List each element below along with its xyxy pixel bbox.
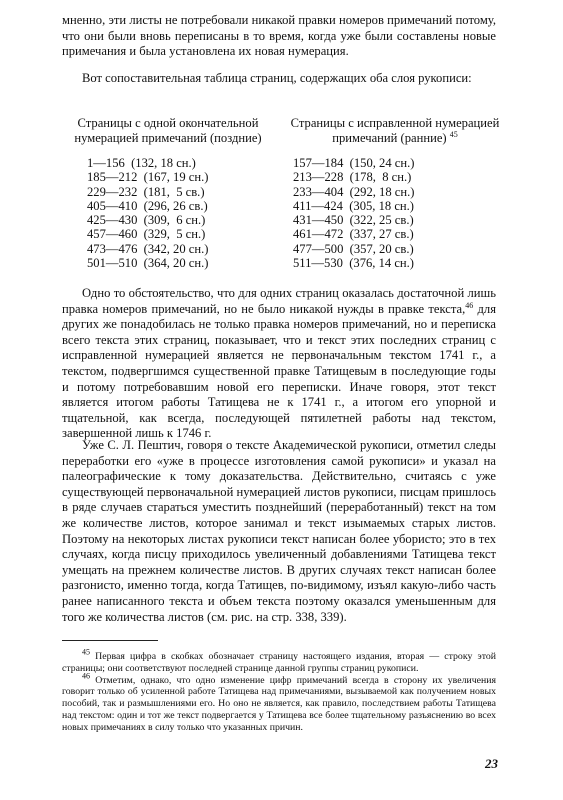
paragraph-top xyxy=(62,13,496,60)
table-row: 185—212 (167, 19 сн.) xyxy=(87,170,209,185)
right-column-header xyxy=(288,116,502,146)
footnote-number: 46 xyxy=(82,671,90,681)
footnote-ref-46: 46 xyxy=(465,300,474,310)
left-column-header xyxy=(62,116,274,146)
footnotes xyxy=(62,647,496,734)
paragraph-main-text xyxy=(62,286,496,442)
paragraph-main-part2: для других же понадобилась не только правка номеров примечаний, но и переписка всего текста этих страниц, показывает, что и текст этих последних страниц с исправленной нумерацией является не первоначальным текстом 1741 г., а текстом, подвергшимся существенной правке Татищевым в последующие годы и потому потребовавшим новой его переписки. Иначе говоря, этот текст является итогом работы Татищева не к 1741 г., а итогом его упорной и тщательной, как всегда, последующей пятилетней работы над текстом, завершенной лишь к 1746 г. xyxy=(62,301,496,441)
paragraph-main xyxy=(62,286,496,442)
table-row: 477—500 (357, 20 св.) xyxy=(293,241,414,256)
table-row: 1—156 (132, 18 сн.) xyxy=(87,156,196,170)
table-row: 411—424 (305, 18 сн.) xyxy=(293,198,414,213)
right-column-header-text: Страницы с исправленной нумерацией примечаний (ранние) xyxy=(290,116,500,145)
table-row: 213—228 (178, 8 сн.) xyxy=(293,170,412,185)
paragraph-top-text: мненно, эти листы не потребовали никакой правки номеров примечаний потому, что они были вновь переписаны в то время, когда уже были составлены новые примечания и была установлена их новая нумерация. xyxy=(62,13,496,59)
left-column-rows xyxy=(87,156,208,270)
footnote-45 xyxy=(62,647,496,675)
paragraph-main-part1: Одно то обстоятельство, что для одних страниц оказалась достаточной лишь правка номеров примечаний, но не было никакой нужды в правке текста, xyxy=(62,286,496,316)
table-row: 431—450 (322, 25 св.) xyxy=(293,213,414,228)
table-row: 461—472 (337, 27 св.) xyxy=(293,227,414,242)
left-column-header-text: Страницы с одной окончательной нумерацией примечаний (поздние) xyxy=(74,116,262,145)
right-column-rows xyxy=(293,156,414,270)
footnote-divider xyxy=(62,640,158,641)
paragraph-second xyxy=(62,438,496,625)
table-row: 229—232 (181, 5 св.) xyxy=(87,184,205,199)
table-row: 473—476 (342, 20 сн.) xyxy=(87,241,209,256)
paragraph-second-text: Уже С. Л. Пештич, говоря о тексте Академической рукописи, отметил следы переработки его «уже в процессе изготовления самой рукописи» и указал на палеографические к тому доказательства. Действительно, считаясь с уже существующей первоначальной нумерацией листов рукописи, писцам пришлось в ряде случаев стараться уместить позднейший (переработанный) текст на том же количестве листов, которое занимал и текст изымаемых старых листов. Поэтому на некоторых листах рукописи текст написан более убористо; это в тех случаях, когда писцу приходилось увеличенный добавлениями Татищева текст умещать на прежнем количестве листов. В других случаях текст написан более разгонисто, именно тогда, когда Татищев, по-видимому, изъял какую-либо часть ранее написанного текста и объем текста поэтому оказался уменьшенным для того же количества листов (см. рис. на стр. 338, 339). xyxy=(62,438,496,624)
footnote-text: Отметим, однако, что одно изменение цифр примечаний всегда в сторону их увеличения говорит только об усиленной работе Татищева над примечаниями, вызываемой как получением новых пособий, так и размышлениями его. Но оно не является, как правило, последствием работы Татищева над текстом: один и тот же текст подвергается у Татищева все более тщательному разъяснению во всех новых примечаниях в силу только что указанных причин. xyxy=(62,674,496,733)
footnote-number: 45 xyxy=(82,647,90,657)
footnote-ref-45: 45 xyxy=(449,129,458,139)
footnote-46 xyxy=(62,671,496,734)
table-row: 511—530 (376, 14 сн.) xyxy=(293,256,414,271)
table-row: 501—510 (364, 20 сн.) xyxy=(87,256,209,271)
table-row: 157—184 (150, 24 сн.) xyxy=(293,156,415,170)
footnote-text: Первая цифра в скобках обозначает страницу настоящего издания, вторая — строку этой страницы; они соответствуют последней странице данной группы страниц рукописи. xyxy=(62,651,496,674)
table-row: 457—460 (329, 5 сн.) xyxy=(87,227,206,242)
paragraph-intro xyxy=(62,71,496,87)
table-row: 425—430 (309, 6 сн.) xyxy=(87,213,206,228)
table-row: 405—410 (296, 26 св.) xyxy=(87,198,208,213)
paragraph-intro-text: Вот сопоставительная таблица страниц, содержащих оба слоя рукописи: xyxy=(82,71,472,85)
page-number: 23 xyxy=(485,756,498,771)
table-row: 233—404 (292, 18 сн.) xyxy=(293,184,415,199)
